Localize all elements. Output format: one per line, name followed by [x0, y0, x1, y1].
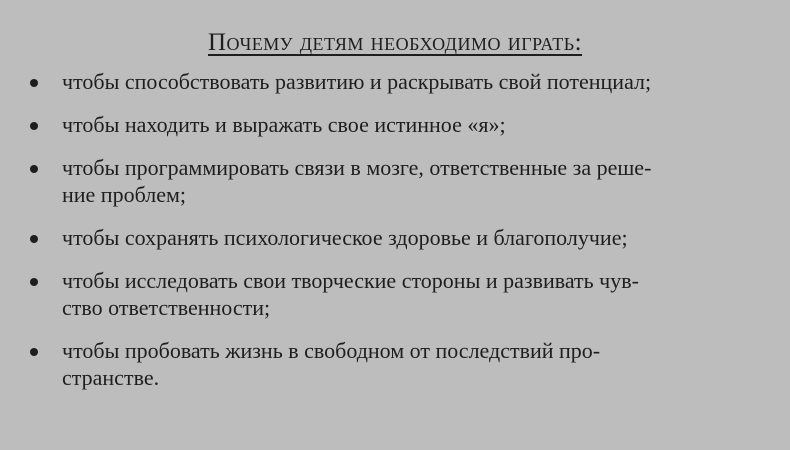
list-item: [0, 68, 762, 95]
bullet-icon: [30, 122, 38, 130]
list-item-line: чтобы сохранять психологическое здоровье и благополучие;: [62, 225, 628, 250]
list-item-line: чтобы способствовать развитию и раскрывать свой потенциал;: [62, 69, 652, 94]
list-item-line: чтобы находить и выражать свое истинное «я»;: [62, 112, 506, 137]
list-item-line: ние проблем;: [62, 182, 187, 207]
bullet-icon: [30, 348, 38, 356]
list-item: [0, 337, 762, 391]
list-item-line: ство ответственности;: [62, 295, 271, 320]
list-item-line: чтобы исследовать свои творческие стороны и развивать чув-: [62, 268, 639, 293]
title-text: Почему детям необходимо играть:: [207, 29, 583, 56]
list-item: [0, 111, 762, 138]
page-title: [0, 29, 790, 57]
bullet-icon: [30, 235, 38, 243]
list-item-line: чтобы программировать связи в мозге, ответственные за реше-: [62, 155, 652, 180]
bullet-icon: [30, 278, 38, 286]
list-item-line: чтобы пробовать жизнь в свободном от последствий про-: [62, 338, 601, 363]
list-item-line: странстве.: [62, 365, 160, 390]
bullet-icon: [30, 165, 38, 173]
list-item: [0, 267, 762, 321]
bullet-icon: [30, 79, 38, 87]
list-item: [0, 224, 762, 251]
list-item: [0, 154, 762, 208]
reasons-list: [0, 68, 762, 407]
